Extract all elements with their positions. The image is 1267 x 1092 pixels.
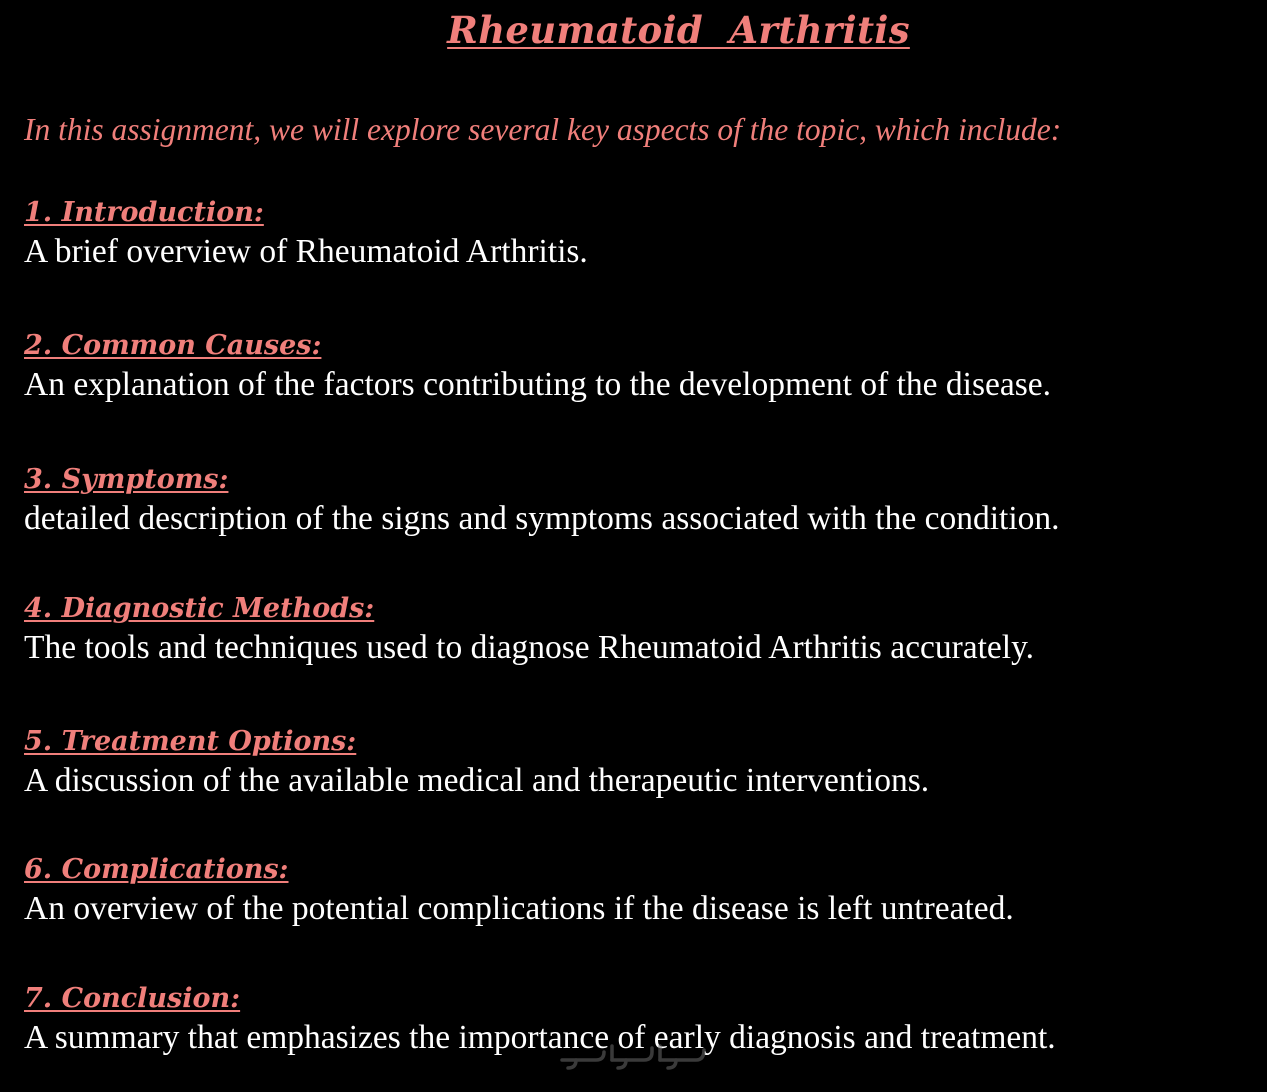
- watermark-logo-icon: [556, 1034, 708, 1074]
- section-introduction: [24, 194, 1254, 272]
- section-heading: 2. Common Causes:: [24, 330, 322, 361]
- section-heading: 1. Introduction:: [24, 197, 264, 228]
- section-heading: 3. Symptoms:: [24, 464, 229, 495]
- intro-text: In this assignment, we will explore several key aspects of the topic, which include:: [24, 112, 1062, 147]
- section-body: An explanation of the factors contributing to the development of the disease.: [24, 366, 1052, 403]
- section-body: A brief overview of Rheumatoid Arthritis.: [24, 233, 588, 270]
- page-title: Rheumatoid Arthritis: [447, 8, 910, 52]
- section-common-causes: [24, 327, 1254, 405]
- section-body: detailed description of the signs and symptoms associated with the condition.: [24, 500, 1060, 537]
- section-heading: 5. Treatment Options:: [24, 726, 357, 757]
- section-diagnostic-methods: [24, 590, 1254, 668]
- section-body: An overview of the potential complications if the disease is left untreated.: [24, 890, 1014, 927]
- section-body: A discussion of the available medical and therapeutic interventions.: [24, 762, 930, 799]
- section-body: A summary that emphasizes the importance of early diagnosis and treatment.: [24, 1019, 1056, 1056]
- section-treatment-options: [24, 723, 1254, 801]
- section-heading: 4. Diagnostic Methods:: [24, 593, 375, 624]
- section-heading: 6. Complications:: [24, 854, 289, 885]
- section-heading: 7. Conclusion:: [24, 983, 241, 1014]
- section-body: The tools and techniques used to diagnose Rheumatoid Arthritis accurately.: [24, 629, 1035, 666]
- section-complications: [24, 851, 1254, 929]
- section-symptoms: [24, 461, 1254, 539]
